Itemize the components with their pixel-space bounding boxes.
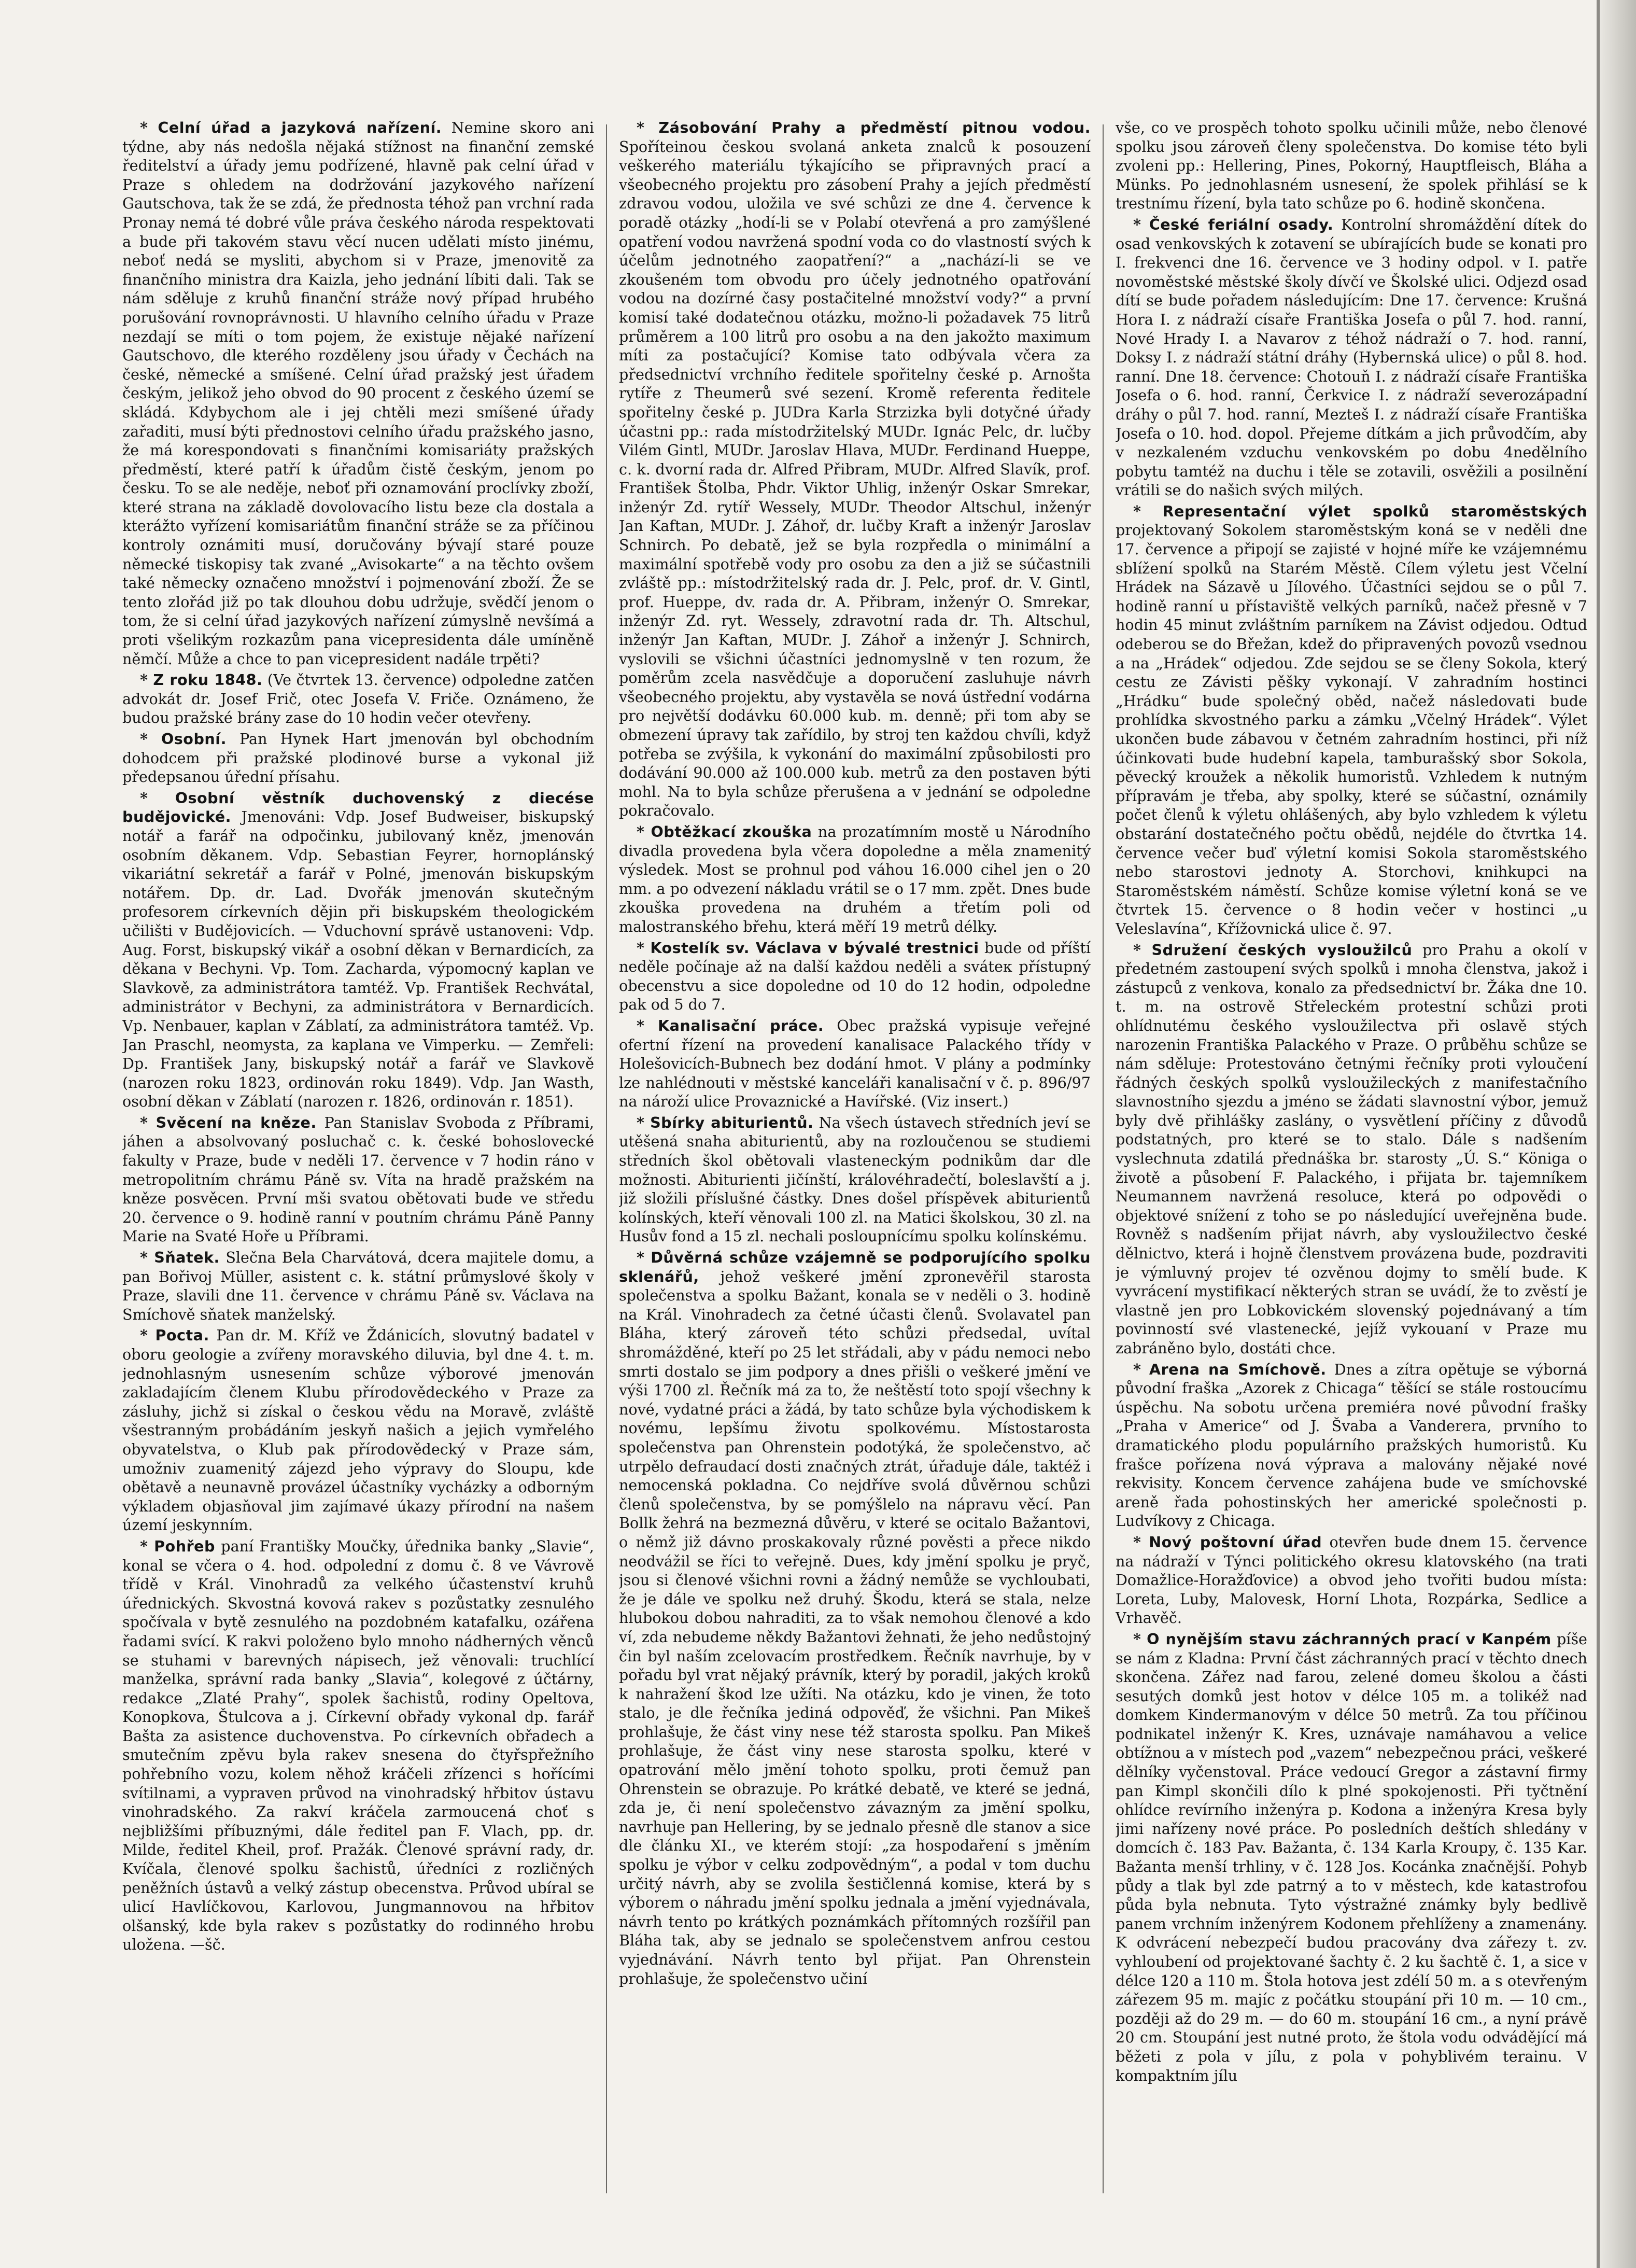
news-item xyxy=(619,939,1091,1014)
news-item-heading: Obtěžkací zkouška xyxy=(651,822,812,841)
news-item-heading: Sňatek. xyxy=(154,1249,220,1267)
news-item-text: Na všech ústavech středních jeví se utěšená snaha abiturientů, aby na rozloučenou se studiemi středních škol obětovali vlasteneckým podnikům dar dle možnosti. Abiturienti jičínští, královéhradečtí, boleslavští a j. již složili příslušné částky. Dnes došel příspěvek abiturientů kolínských, kteří věnovali 100 zl. na Matici školskou, 30 zl. na Husův fond a 15 zl. nechali posloupnícímu spolku kolínskému. xyxy=(619,1113,1091,1245)
column-rule-1 xyxy=(606,124,607,2193)
news-item-heading: Osobní. xyxy=(161,730,227,748)
news-item-heading: O nynějším stavu záchranných prací v Kanpém xyxy=(1147,1630,1552,1648)
news-item-text: Kontrolní shromáždění dítek do osad venkovských k zotavení se ubírajících bude se konati pro I. frekvenci dne 16. července ve 3 hodiny odpol. v I. patře novoměstské městské školy dívčí ve Školské ulici. Odjezd osad dítí se bude pořadem následujícím: Dne 17. července: Krušná Hora I. z nádraží císaře Františka Josefa o půl 7. hod. ranní, Nové Hrady I. a Navarov z téhož nádraží o 7. hod. ranní, Doksy I. z nádraží státní dráhy (Hybernská ulice) o půl 8. hod. ranní. Dne 18. července: Chotouň I. z nádraží císaře Františka Josefa o 6. hod. ranní, Čerkvice I. z nádraží severozápadní dráhy o půl 7. hod. ranní, Mezteš I. z nádraží císaře Františka Josefa o 10. hod. dopol. Přejeme dítkám a jich průvodčím, aby v nezkaleném vzduchu venkovském po dobu 4nedělního pobytu tamtéž na duchu i těle se zotavili, osvěžili a posilnění vrátili se do našich svých milých. xyxy=(1116,215,1587,499)
news-item-heading: Sdružení českých vysloužilců xyxy=(1151,941,1413,959)
asterisk-marker: * xyxy=(637,822,651,841)
news-item xyxy=(619,118,1091,820)
news-item-text: pro Prahu a okolí v předetném zastoupení svých spolků i mnoha členstva, jakož i zástupců z venkova, konalo za předsednictví br. Žáka dne 10. t. m. na ostrově Střeleckém protestní schůzi proti ohlídnutému českého vysloužilectva při oslavě stých narozenin Františka Palackého v Praze. O průběhu schůze se nám sděluje: Protestováno četnými řečníky proti vyloučení řádných českých spolků vysloužileckých z manifestačního slavnostního sjezdu a jméno se žádati slavnostní výbor, jemuž byly dvě přihlášky zaslány, o vysvětlení příčiny z důvodů podstatných, pro které se to stalo. Dále s nadšením vyslechnuta zdatilá přednáška br. starosty „Ú. S.“ Königa o životě a působení F. Palackého, i přijata br. tajemníkem Neumannem navržená resoluce, která po odpovědi o objektové snížení z toho se po následující uveřejněna bude. Rovněž s nadšením přijat návrh, aby vysloužilectvo české dělnictvo, která i hojně členstvem provázena bude, pozdraviti je výmluvný projev té ozvěnou dojmy to smělí bude. K vyvrácení mystifikací některých stran se uvádí, že to zvěstí je vlastně jen pro Lobkovickém slovenský pojednávaný a tím povinností své vlastenecké, jejíž vykouaní v Praze mu zabráněno bylo, dostáti chce. xyxy=(1116,941,1587,1357)
news-item-heading: České feriální osady. xyxy=(1149,215,1334,233)
news-item-heading: Důvěrná schůze vzájemně se podporujícího spolku sklenářů, xyxy=(619,1249,1091,1285)
news-item-text: Slečna Bela Charvátová, dcera majitele domu, a pan Bořivoj Müller, asistent c. k. státní průmyslové školy v Praze, slavili dne 11. července v chrámu Páně sv. Václava na Smíchově sňatek manželský. xyxy=(122,1249,594,1323)
asterisk-marker: * xyxy=(140,1326,156,1345)
asterisk-marker: * xyxy=(637,939,651,957)
news-item-heading: Pohřeb xyxy=(154,1537,216,1555)
news-item xyxy=(1116,1533,1587,1628)
asterisk-marker: * xyxy=(1133,941,1152,959)
news-item-text: Spoříteinou českou svolaná anketa znalců k posouzení veškerého materiálu týkajícího se připravných prací a všeobecného projektu pro zásobení Prahy a jejích předměstí zdravou vodou, uložila ve své schůzi ze dne 4. července k poradě otázky „hodí-li se v Polabí otevřená a pro zamýšlené opatření vodou navržená spodní voda co do vlastností svých k účelům jednotného zaopatření?“ a „nachází-li se ve zkoušeném tom obvodu pro účely jednotného opatřování vodou na dozírné časy postačitelné množství vody?“ a první komisí také dodatečnou otázku, možno-li požadavek 75 litrů průměrem a 100 litrů pro osobu a na den jakožto maximum míti za postačující? Komise tato odbývala včera za předsednictví vrchního ředitele spořitelny české p. Arnošta rytíře z Theumerů své sezení. Kromě referenta ředitele spořitelny české p. JUDra Karla Strzizka byli dotyčné úřady účastni pp.: rada místodržitelský MUDr. Ignác Pelc, dr. lučby Vilém Gintl, MUDr. Jaroslav Hlava, MUDr. Ferdinand Hueppe, c. k. dvorní rada dr. Alfred Přibram, MUDr. Alfred Slavík, prof. František Štolba, Phdr. Viktor Uhlig, inženýr Oskar Smrekar, inženýr Zd. rytíř Wessely, MUDr. Theodor Altschul, inženýr Jan Kaftan, MUDr. J. Záhoř, dr. lučby Kraft a inženýr Jaroslav Schnirch. Po debatě, jež se byla rozpředla o minimální a maximální spotřebě vody pro osobu za den a již se súčastnili zvláště pp.: místodržitelský rada dr. J. Pelc, prof. dr. V. Gintl, prof. Hueppe, dv. rada dr. A. Přibram, inženýr O. Smrekar, inženýr Zd. ryt. Wessely, zdravotní rada dr. Th. Altschul, inženýr Jan Kaftan, MUDr. J. Záhoř a inženýr J. Schnirch, vyslovili se všichni účastníci jednomyslně v ten rozum, že poměrům zcela nasvědčuje a doporučení zasluhuje návrh všeobecného projektu, aby vystavěla se nová ústřední vodárna pro největší dodávku 60.000 kub. m. denně; při tom aby se obmezení úpravy tak zařídilo, by stroj ten každou chvíli, když potřeba se zvýšila, k vykonání do maximální způsobilosti pro dodávání 90.000 až 100.000 kub. metrů za den postaven býti mohl. Na to byla schůze přerušena a v jednání se odpoledne pokračovalo. xyxy=(619,137,1091,820)
news-item xyxy=(122,1326,594,1535)
asterisk-marker: * xyxy=(1133,215,1149,233)
news-item-heading: Celní úřad a jazyková nařízení. xyxy=(158,119,442,136)
news-item-text: na prozatímním mostě u Národního divadla provedena byla včera dopoledne a měla znamenitý výsledek. Most se prohnul pod váhou 16.000 cihel jen o 20 mm. a po odvezení nákladu vrátil se o 17 mm. zpět. Dnes bude zkouška provedena na druhém a třetím poli od malostranského břehu, která měří 19 metrů délky. xyxy=(619,822,1091,935)
news-item xyxy=(122,118,594,668)
news-item-text: projektovaný Sokolem staroměstským koná se v neděli dne 17. července a připojí se zajisté v hojné míře ke vzájemnému sblížení spolků na Starém Městě. Cílem výletu jest Včelní Hrádek na Sázavě u Jílového. Účastníci sejdou se o půl 7. hodině ranní u přístaviště velkých parníků, načež přesně v 7 hodin 45 minut zvláštním parníkem na Závist odjedou. Odtud odeberou se do Břežan, kdež do připravených povozů vsednou a na „Hrádek“ odjedou. Zde sejdou se se členy Sokola, který cestu ze Závisti pěšky vykonají. V zahradním hostinci „Hrádku“ bude společný oběd, načež následovati bude prohlídka skvostného parku a zámku „Včelný Hrádek“. Výlet ukončen bude zábavou v č̌etném zahradním hostinci, při níž účinkovati bude hudební kapela, tamburašský sbor Sokola, pěvecký kroužek a několik humoristů. Vzhledem k nutným přípravám je třeba, aby spolky, které se súčastní, oznámily počet členů k výletu ohlášených, aby bylo vzhledem k výletu obstarání dostatečného počtu obědů, nejdéle do čtvrtka 14. července večer buď výletní komisi Sokola staroměstského nebo starostovi jednoty A. Storchovi, knihkupci na Staroměstském náměstí. Schůze komise výletní koná se ve čtvrtek 15. července o 8 hodin večer v hostinci „u Veleslavína“, Křížovnická ulice č. 97. xyxy=(1116,521,1587,937)
asterisk-marker: * xyxy=(140,1113,156,1131)
column-1 xyxy=(122,118,594,2203)
news-item-heading: Kostelík sv. Václava v bývalé trestnici xyxy=(650,939,979,957)
news-item-heading: Kanalisační práce. xyxy=(657,1016,824,1034)
news-item-heading: Arena na Smíchově. xyxy=(1149,1360,1327,1378)
news-item xyxy=(1116,1630,1587,2085)
column-rule-2 xyxy=(1103,124,1104,2193)
news-item xyxy=(1116,215,1587,500)
news-item-text: otevřen bude dnem 15. července na nádraží v Týnci politického okresu klatovského (na trati Domažlice-Horažďovice) a obvod jeho tvořiti budou místa: Loreta, Luby, Malovesk, Horní Lhota, Rozpárka, Sedlice a Vrhavěč. xyxy=(1116,1533,1587,1627)
asterisk-marker: * xyxy=(140,119,158,136)
news-item xyxy=(619,1113,1091,1246)
news-item xyxy=(122,1248,594,1324)
news-item-text: Nemine skoro ani týdne, aby nás nedošla nějaká stížnost na finanční zemské ředitelství a úřady jemu podřízené, hlavně pak celní úřad v Praze s ohledem na dodržování jazykového nařízení Gautschova, tak že se zdá, že přednosta téhož pan vrchní rada Pronay nemá té dobré vůle práva českého národa respektovati a bude při takovém stavu věcí nucen udělati místo jinému, neboť nedá se mysliti, abychom si v Praze, jmenovitě za finančního ministra dra Kaizla, jeho jednání líbiti dali. Tak se nám sděluje z kruhů finanční stráže nový případ hrubého porušování rovnoprávnosti. U hlavního celního úřadu v Praze nezdají se míti o tom pojem, že existuje nějaké nařízení Gautschovo, dle kterého rozděleny jsou úřady v Čechách na české, německé a smíšené. Celní úřad pražský jest úřadem českým, jelikož jeho obvod do 90 procent z českého území se skládá. Kdybychom ale i jej chtěli mezi smíšené úřady zařaditi, musí býti přednostovi celního úřadu pražského jasno, že má korespondovati s finančními komisariáty pražských předměstí, které patří k úřadům čistě českým, jenom po česku. To se ale neděje, neboť při oznamování proclívky zboží, které strana na základě dovolovacího listu beze cla dostala a kterážto vyřízení komisariátům finanční stráže se za příčinou kontroly oznámiti musí, doručovány bývají staré pouze německé tiskopisy tak zvané „Avisokarte“ a na těchto ovšem také německy označeno množství i pojmenování zboží. Že se tento zlořád již po tak dlouhou dobu udržuje, svědčí jenom o tom, že si celní úřad jazykových nařízení zúmyslně nevšímá a proti všelikým rozkazům pana vicepresidenta dále umíněně němčí. Může a chce to pan vicepresident nadále trpěti? xyxy=(122,119,594,668)
news-item xyxy=(122,1113,594,1246)
news-item-text: bude od příští neděle počínaje až na další každou neděli a sváteк přístupný obecenstvu a sice dopoledne od 10 do 12 hodin, odpoledne pak od 5 do 7. xyxy=(619,939,1091,1014)
news-item-heading: Nový poštovní úřad xyxy=(1149,1533,1322,1551)
news-item-text: Pan Stanislav Svoboda z Příbrami, jáhen a absolvovaný posluchač c. k. české bohoslovecké fakulty v Praze, bude v neděli 17. července v 7 hodin ráno v metropolitním chrámu Páně sv. Víta na hradě pražském na kněze posvěcen. První mši svatou obětovati bude ve středu 20. července o 9. hodině ranní v poutním chrámu Páně Panny Marie na Svaté Hoře u Příbrami. xyxy=(122,1113,594,1245)
news-item-text: Pan Hynek Hart jmenován byl obchodním dohodcem při pražské plodinové burse a vykonal již předepsanou úřední přísahu. xyxy=(122,730,594,786)
news-item-text: jehož veškeré jmění zpronevěřil starosta společenstva a spolku Bažant, konala se v neděli o 3. hodině na Král. Vinohradech za četné účasti členů. Svolavatel pan Bláha, který zároveň této schůzi předsedal, uvítal shromážděné, kteří po 25 let střádali, aby v pádu nemoci nebo smrti dostalo se jim podpory a dnes přišli o veškeré jmění ve výši 1700 zl. Řečník má za to, že neštěstí toto spojí všechny k nové, vydatné práci a žádá, by tato schůze byla východiskem k novému, lepšímu životu spolkovému. Místostarosta společenstva pan Ohrenstein podotýká, že společenstvo, ač utrpělo defraudací dosti značných ztrát, úřaduje dále, taktéž i nemocenská pokladna. Co nejdříve svolá důvěrnou schůzi členů společenstva, by se pomýšlelo na nápravu věcí. Pan Bollk žehrá na bezmezná důvěru, v které se ocitalo Bažantovi, o němž již dávno proskakovaly různé pověsti a přece nikdo neodvážil se říci to veřejně. Dues, kdy jmění spolku je pryč, jsou si členové všichni rovni a žádný nemůže se vychloubati, že je dále ve spolku než druhý. Škodu, která se stala, nelze hlubokou dobou nahraditi, za to však nemohou členové a kdo ví, zda nebudeme někdy Bažantovi žehnati, že jeho nedůstojný čin byl naším zcelovacím prostředkem. Řečník navrhuje, by v pořadu byl vrat nějaký právník, který by poradil, jakých kroků k nahražení škod lze užíti. Na otázku, kdo je vinen, že toto stalo, je dle řečníka jediná odpověď, že všichni. Pan Mikeš prohlašuje, že část viny nese též starosta spolku. Pan Mikeš prohlašuje, že část viny nese starosta spolku, které v opatrování mělo jmění tohoto spolku, proti čemuž pan Ohrenstein se obrazuje. Po krátké debatě, ve které se jedná, zda je, či není společenstvo závazným za jmění spolku, navrhuje pan Hellering, by se jednalo přesně dle stanov a sice dle článku XI., ve kterém stojí: „za hospodaření s jměním spolku je výbor v celku zodpovědným“, a podal v tom duchu určitý návrh, aby se zvolila šestičlenná komise, která by s výborem o náhradu jmění spolku jednala a jmění vyjednávala, návrh tento po krátkých poznámkách přítomných rozšířil pan Bláha tak, aby se jednalo se společenstvem anfrou cestou vyjednávání. Návrh tento byl přijat. Pan Ohrenstein prohlašuje, že společenstvo učiní xyxy=(619,1267,1091,1987)
news-item-text: Dnes a zítra opětuje se výborná původní fraška „Azorek z Chicaga“ těšící se stále rostoucímu úspěchu. Na sobotu určena premiéra nové původní frašky „Praha v Americe“ od J. Švaba a Vanderera, prvního to dramatického plodu populárního pražských humoristů. Ku frašce pořízena nová výprava a malovány nějaké nové rekvisity. Koncem července zahájena bude ve smíchovské areně řada pohostinských her americké společnosti p. Ludvíkovy z Chicaga. xyxy=(1116,1360,1587,1530)
asterisk-marker: * xyxy=(1133,1630,1147,1648)
news-item-heading: Osobní věstník duchovenský z diecése budějovické. xyxy=(122,789,594,826)
asterisk-marker: * xyxy=(140,730,161,748)
news-item-text: píše se nám z Kladna: První část záchranných prací v těchto dnech skončena. Zářez nad farou, zelené domeu školou a části sesutých domků jest hotov v délce 105 m. a tolikéž nad domkem Kindermanovým v délce 50 metrů. Za tou příčinou podnikatel inženýr K. Kres, uznávaje namáhavou a velice obtížnou a v místech pod „vazem“ nebezpečnou práci, veškeré dělníky vyčenstoval. Práce vedoucí Gregor a zástavní firmy pan Kimpl skončili dílo k plné spokojenosti. Při tyčtnění ohlídce revírního inženýra p. Kodona a inženýra Kresa byly jimi nařízeny nové práce. Po posledních deštích shledány v domcích č. 183 Pav. Bažanta, č. 134 Karla Kroupy, č. 135 Kar. Bažanta menší trhliny, v č. 128 Jos. Kocánka značnější. Pohyb půdy a tlak byl zde patrný a to v městech, kde katastrofou půda byla nebnuta. Tyto výstražné známky byly bedlivě panem vrchním inženýrem Kodonem přehlíženy a znamenány. K odvrácení nebezpečí budou pracovány dva zářezy t. zv. vyhloubení od projektované šachty č. 2 ku šachtě č. 1, a sice v délce 120 a 110 m. Štola hotova jest zdélí 50 m. a s otevřeným zářezem 95 m. majíc z počátku stoupání při 10 m. — 10 cm., později až do 29 m. — do 60 m. stoupání 16 cm., a nyní právě 20 cm. Stoupání jest nutné proto, že štola vodu odvádějící má běžeti z pola v jílu, z pola v pohyblivém terainu. V kompaktním jílu xyxy=(1116,1630,1587,2084)
news-item xyxy=(122,789,594,1111)
column-3 xyxy=(1116,118,1587,2203)
news-item-heading: Pocta. xyxy=(155,1326,209,1345)
asterisk-marker: * xyxy=(637,1016,658,1034)
page-edge xyxy=(1600,0,1636,2268)
news-item-heading: Z roku 1848. xyxy=(153,671,263,689)
news-item-text: (Ve čtvrtek 13. července) odpoledne zatčen advokát dr. Josef Frič, otec Josefa V. Friče. Oznámeno, že budou pražské brány zase do 10 hodin večer otevřeny. xyxy=(122,671,594,727)
column-2 xyxy=(619,118,1091,2203)
news-item xyxy=(122,730,594,787)
news-item-text: vše, co ve prospěch tohoto spolku učinili může, nebo členové spolku jsou zároveň členy společenstva. Do komise této byli zvoleni pp.: Hellering, Pines, Pokorný, Hauptfleisch, Bláha a Münks. Po jednohlasném usnesení, že spolek přihlásí se k trestnímu řízení, byla tato schůze po 6. hodině skončena. xyxy=(1116,119,1587,213)
news-item xyxy=(1116,941,1587,1358)
news-item-heading: Sbírky abiturientů. xyxy=(650,1113,814,1131)
news-item-heading: Svěcení na kněze. xyxy=(156,1113,317,1131)
asterisk-marker: * xyxy=(1133,1533,1149,1551)
news-item xyxy=(122,670,594,727)
news-item xyxy=(1116,1360,1587,1531)
news-item xyxy=(619,822,1091,936)
news-item xyxy=(619,1016,1091,1111)
news-item-text: Jmenováni: Vdp. Josef Budweiser, biskupský notář a farář na odpočinku, jubilovaný kněz, jmenován osobním děkanem. Vdp. Sebastian Feyrer, hornoplánský vikariátní sekretář a farář v Polné, jmenován biskupským notářem. Dp. dr. Lad. Dvořák jmenován skutečným profesorem církevních dějin při biskupském theologickém učilišti v Budějovicích. — Vduchovní správě ustanoveni: Vdp. Aug. Forst, biskupský vikář a osobní děkan v Bernardicích, za děkana v Bechyni. Vp. Tom. Zacharda, výpomocný kaplan ve Slavkově, za administrátora tamtéž. Vp. František Rechvátal, administrátor v Bechyni, za administrátora v Bernardicích. Vp. Nenbauer, kaplan v Záblatí, za administrátora tamtéž. Vp. Jan Praschl, neomysta, za kaplana ve Vimperku. — Zemřeli: Dp. František Jany, biskupský notář a farář ve Slavkově (narozen roku 1823, ordinován roku 1849). Vdp. Jan Wasth, osobní děkan v Záblatí (narozen r. 1826, ordinován r. 1851). xyxy=(122,808,594,1111)
asterisk-marker: * xyxy=(637,119,659,136)
news-item xyxy=(1116,118,1587,213)
news-item xyxy=(122,1537,594,1954)
news-item xyxy=(1116,502,1587,939)
news-item-heading: Representační výlet spolků staroměstských xyxy=(1162,502,1587,520)
news-item-text: Pan dr. M. Kříž ve Ždánicích, slovutný badatel v oboru geologie a zvířeny moravského diluvia, byl dne 4. t. m. jednohlasným usnesením schůze výborové jmenován zakladajícím členem Klubu přírodovědeckého v Praze za zásluhy, jichž si získal o českou vědu na Moravě, zvláště všestranným probádáním jeskyň našich a jejich vymřelého obyvatelstva, o Klub pak přírodovědecký v Praze sám, umožniv zuamenitý zájezd jeho výpravy do Sloupu, kde obětavě a neunavně provázel účastníky vycházky a odborným výkladem objasňoval jim zajímavé úkazy přírodní na našem území jeskynním. xyxy=(122,1326,594,1534)
asterisk-marker: * xyxy=(1133,502,1163,520)
asterisk-marker: * xyxy=(637,1113,651,1131)
news-item-text: Obec pražská vypisuje veřejné ofertní řízení na provedení kanalisace Palackého třídy v Holešovicích-Bubnech bez dodání hmot. V plány a podmínky lze nahlédnouti v městské kanceláři kanalisační v č. p. 896/97 na nároží ulice Provaznické a Havířské. (Viz insert.) xyxy=(619,1016,1091,1111)
news-item xyxy=(619,1248,1091,1988)
asterisk-marker: * xyxy=(140,1537,154,1555)
asterisk-marker: * xyxy=(140,789,175,807)
news-item-text: paní Františky Moučky, úřednika banky „Slavie“, konal se včera o 4. hod. odpolední z domu č. 8 ve Vávrově třídě v Král. Vinohradů za velkého účastenství kruhů úřednických. Skvostná kovová rakev s pozůstatky zesnulého spočívala v bytě zesnulého na pozdobném katafalku, ozářena řadami svící. K rakvi položeno bylo mnoho nádherných věnců se stuhami v barevných nápisech, jež věnovali: truchlící manželka, správní rada banky „Slavia“, kolegové z účtárny, redakce „Zlaté Prahy“, spolek šachistů, rodiny Opeltova, Konopkova, Štulcova a j. Církevní obřady vykonal dp. farář Bašta za asistence duchovenstva. Po církevních obřadech a smutečním zpěvu byla rakev snesena do čtyřspřežního pohřebního vozu, kolem něhož kráčeli zřízenci s hořícími svítilnami, a vypraven průvod na vinohradský hřbitov ústavu vinohradského. Za rakví kráčela zarmoucená choť s nejbližšími příbuznými, dále ředitel pan F. Vlach, pp. dr. Milde, ředitel Kheil, prof. Pražák. Členové správní rady, dr. Kvíčala, členové spolku šachistů, úředníci z rozličných peněžních ústavů a velký zástup obecenstva. Průvod ubíral se ulicí Havlíčkovou, Karlovou, Jungmannovou na hřbitov olšanský, kde byla rakev s pozůstatky do rodinného hrobu uložena. —šč. xyxy=(122,1537,594,1954)
news-item-heading: Zásobování Prahy a předměstí pitnou vodou. xyxy=(658,119,1091,136)
asterisk-marker: * xyxy=(140,671,153,689)
asterisk-marker: * xyxy=(637,1249,651,1267)
asterisk-marker: * xyxy=(1133,1360,1149,1378)
asterisk-marker: * xyxy=(140,1249,154,1267)
